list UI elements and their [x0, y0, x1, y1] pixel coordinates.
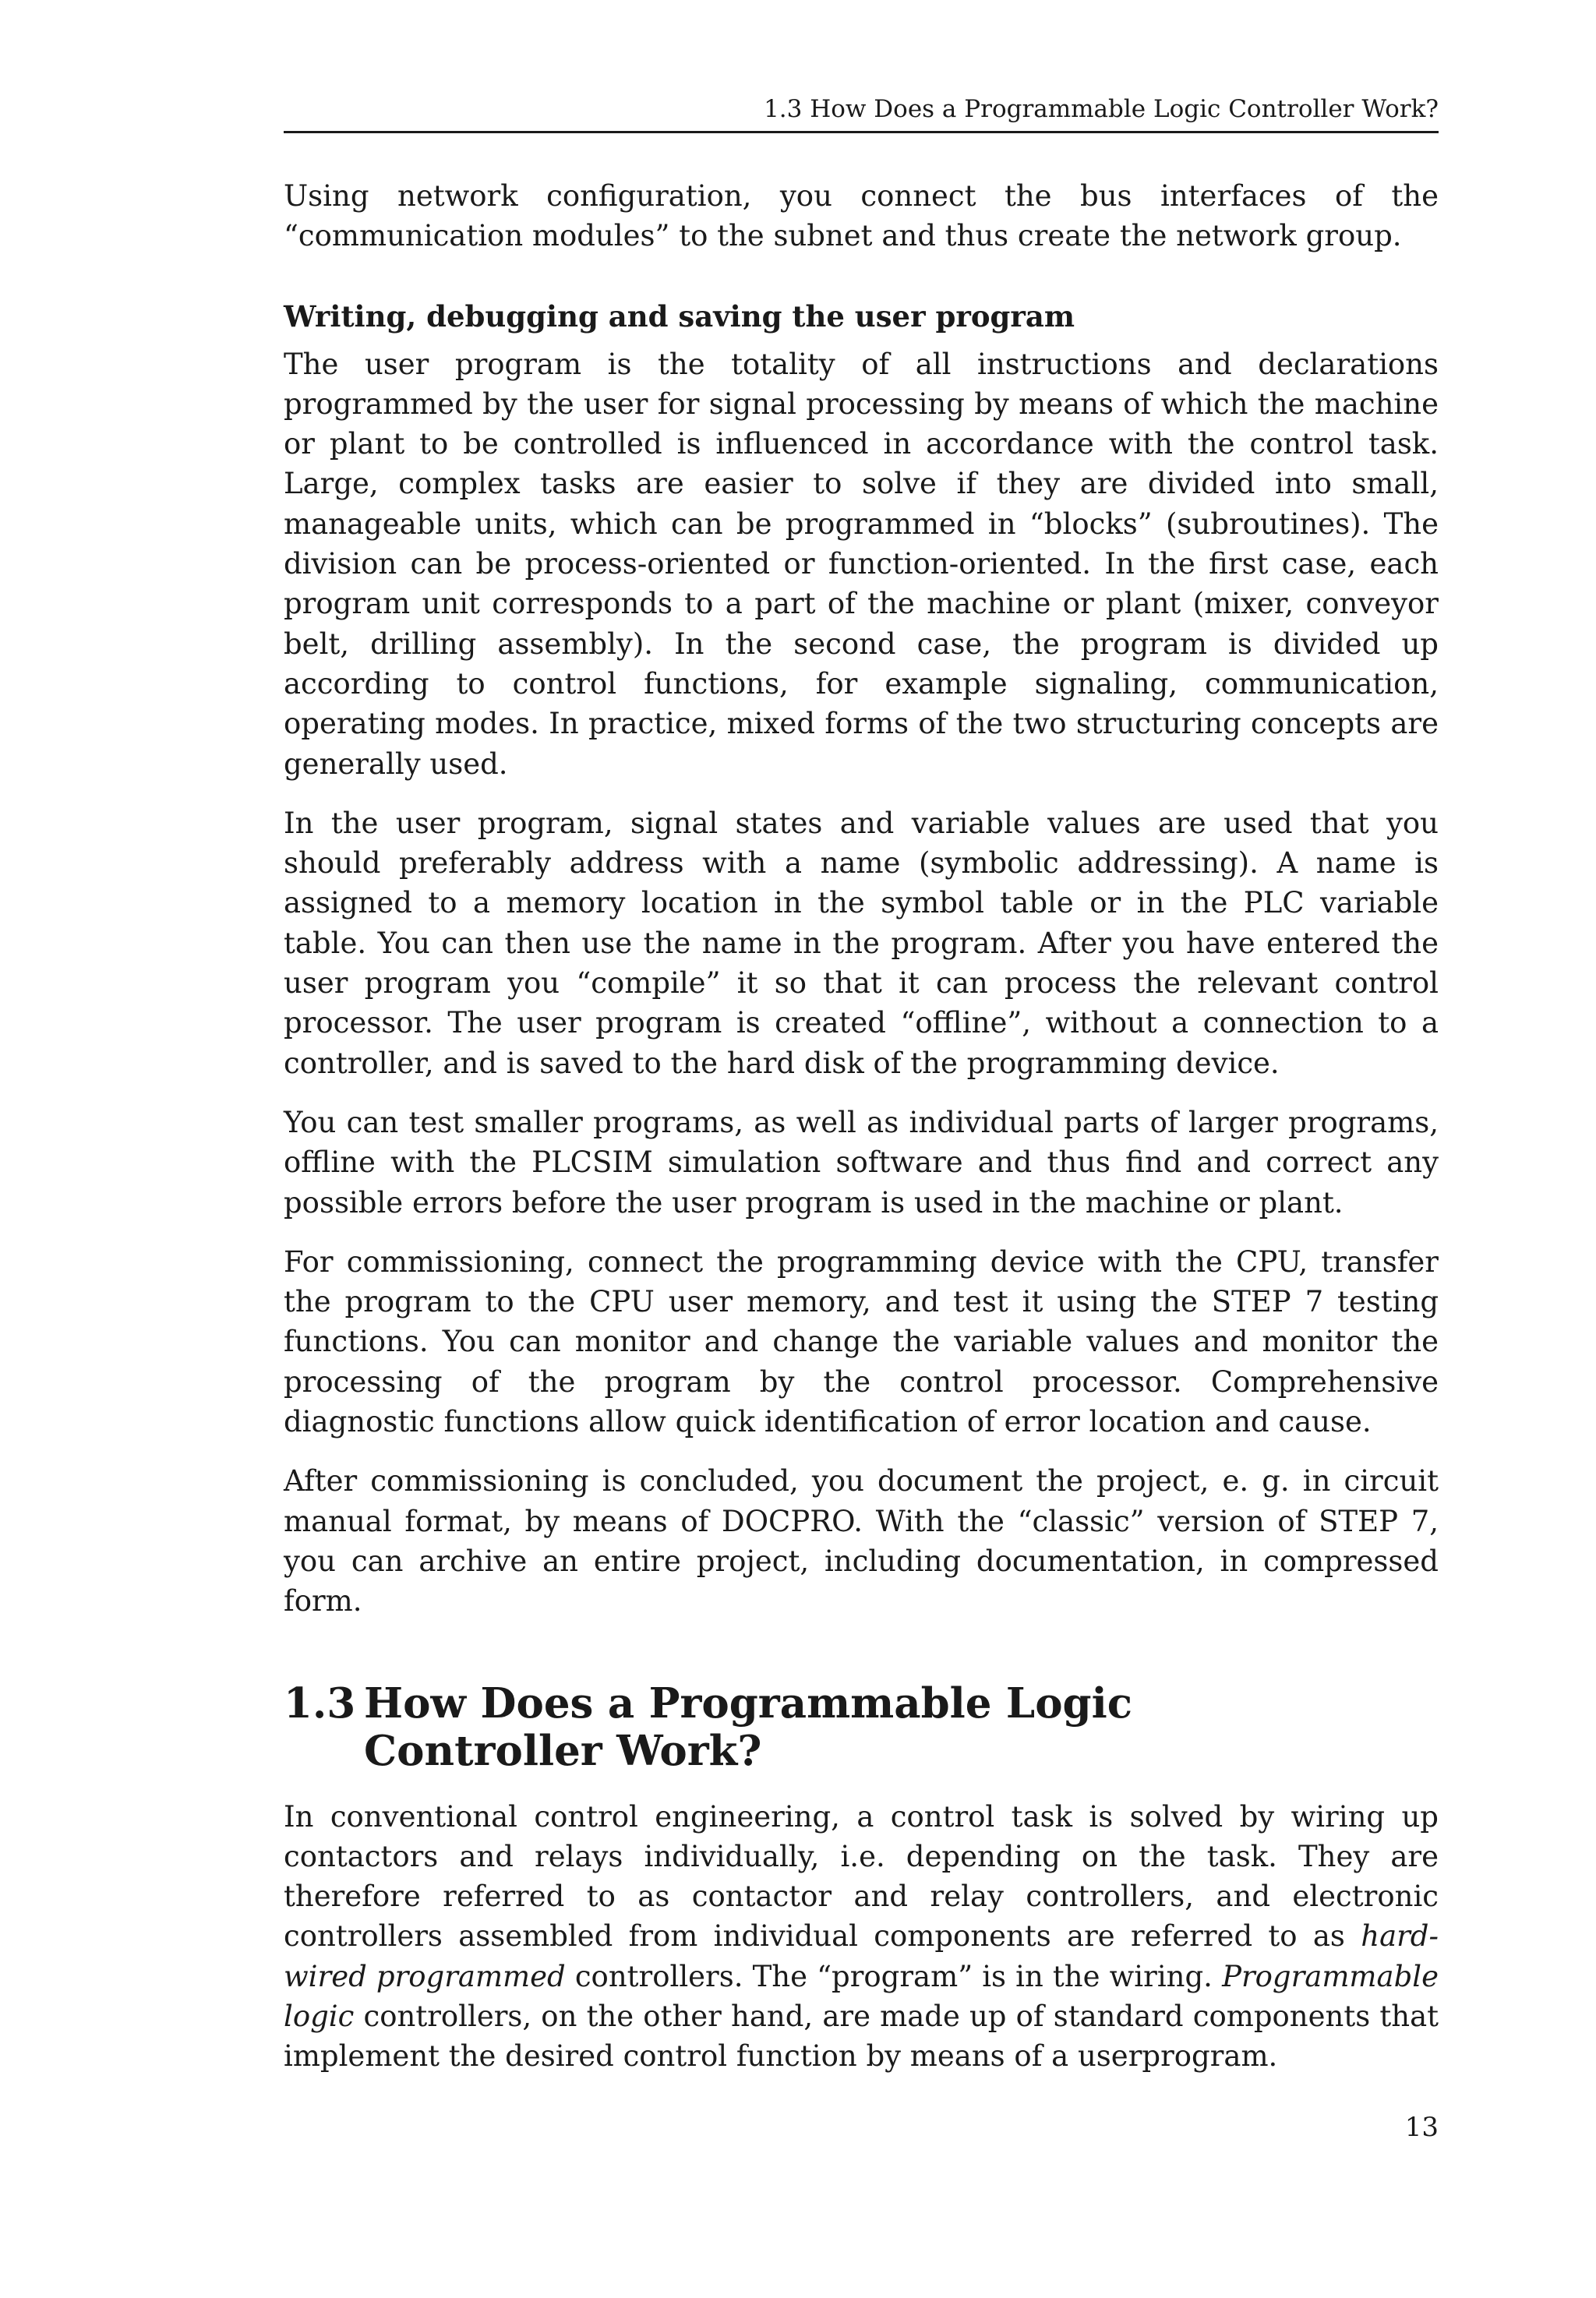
section-title: How Does a Programmable Logic Controller Work?	[364, 1678, 1133, 1775]
section-heading	[284, 1680, 1439, 1775]
section-text-part: controllers, on the other hand, are made up of standard components that implement the desired control function by means of a userprogram.	[284, 1999, 1439, 2074]
section-text-part: controllers. The “program” is in the wiring.	[565, 1959, 1223, 1993]
running-header: 1.3 How Does a Programmable Logic Controller Work?	[284, 87, 1439, 133]
page-number: 13	[1404, 2112, 1439, 2143]
subsection-heading: Writing, debugging and saving the user program	[284, 298, 1075, 334]
intro-paragraph: Using network configuration, you connect the bus interfaces of the “communication modules” to the subnet and thus create the network group.	[284, 179, 1439, 253]
body-paragraph: In the user program, signal states and variable values are used that you should preferably address with a name (symbolic addressing). A name is assigned to a memory location in the symbol table or in the PLC variable table. You can then use the name in the program. After you have entered the user program you “compile” it so that it can process the relevant control processor. The user program is created “offline”, without a connection to a controller, and is saved to the hard disk of the programming device.	[284, 806, 1439, 1080]
body-paragraph: You can test smaller programs, as well as individual parts of larger programs, offline with the PLCSIM simulation software and thus find and correct any possible errors before the user program is used in the machine or plant.	[284, 1105, 1439, 1220]
body-paragraph: After commissioning is concluded, you document the project, e. g. in circuit manual format, by means of DOCPRO. With the “classic” version of STEP 7, you can archive an entire project, including documentation, in compressed form.	[284, 1464, 1439, 1618]
body-paragraph: For commissioning, connect the programming device with the CPU, transfer the program to the CPU user memory, and test it using the STEP 7 testing functions. You can monitor and change the variable values and monitor the processing of the program by the control processor. Comprehensive diagnostic functions allow quick identification of error location and cause.	[284, 1244, 1439, 1439]
section-text-part: In conventional control engineering, a control task is solved by wiring up contactors and relays individually, i.e. depending on the task. They are therefore referred to as contactor and relay controllers, and electronic controllers assembled from individual components are referred to as	[284, 1799, 1439, 1954]
body-paragraph: The user program is the totality of all instructions and declarations programmed by the user for signal processing by means of which the machine or plant to be controlled is influenced in accordance with the control task. Large, complex tasks are easier to solve if they are divided into small, manageable units, which can be programmed in “blocks” (subroutines). The division can be process-oriented or function-oriented. In the first case, each program unit corresponds to a part of the machine or plant (mixer, conveyor belt, drilling assembly). In the second case, the program is divided up according to control functions, for example signaling, communication, operating modes. In practice, mixed forms of the two structuring concepts are generally used.	[284, 347, 1439, 781]
page-content	[284, 176, 1439, 2096]
emphasis-hard-wired: hard-wired programmed	[284, 1919, 1439, 1993]
emphasis-programmable-logic: Programmable logic	[284, 1959, 1439, 2033]
section-paragraph	[284, 1797, 1439, 2077]
section-number: 1.3	[284, 1678, 356, 1728]
